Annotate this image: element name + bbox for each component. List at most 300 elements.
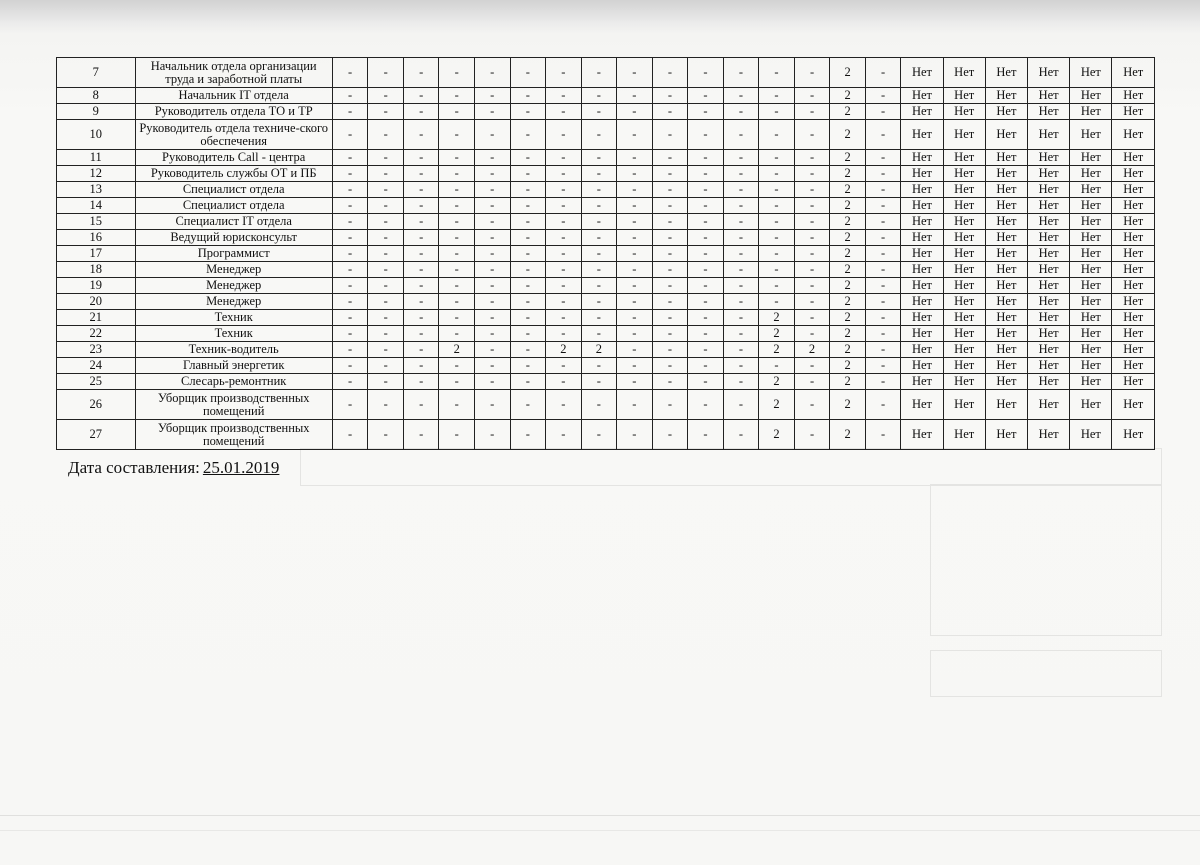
factor-cell: - [546, 88, 582, 104]
factor-cell: - [368, 310, 404, 326]
result-cell: Нет [985, 310, 1027, 326]
factor-cell: - [332, 358, 368, 374]
factor-cell: - [368, 120, 404, 150]
factor-cell: - [617, 104, 653, 120]
factor-cell: - [368, 374, 404, 390]
result-cell: Нет [901, 104, 943, 120]
result-cell: Нет [1070, 104, 1112, 120]
factor-cell: - [688, 326, 724, 342]
factor-cell: - [581, 390, 617, 420]
result-cell: Нет [1070, 214, 1112, 230]
result-cell: Нет [985, 246, 1027, 262]
result-cell: Нет [1112, 278, 1155, 294]
factor-cell: - [510, 120, 546, 150]
result-cell: Нет [901, 326, 943, 342]
position-name: Программист [135, 246, 332, 262]
factor-cell: - [403, 166, 439, 182]
result-cell: Нет [1028, 278, 1070, 294]
result-cell: Нет [1028, 374, 1070, 390]
result-cell: Нет [901, 166, 943, 182]
compiled-date-line [68, 458, 279, 478]
factor-cell: - [617, 182, 653, 198]
factor-cell: - [617, 150, 653, 166]
factor-cell: - [759, 166, 795, 182]
table-row [57, 198, 1155, 214]
factor-cell: - [439, 420, 475, 450]
factor-cell: - [439, 198, 475, 214]
factor-cell: - [403, 342, 439, 358]
result-cell: Нет [943, 374, 985, 390]
factor-cell: - [688, 420, 724, 450]
factor-cell: - [794, 150, 830, 166]
factor-cell: - [475, 104, 511, 120]
factor-cell: - [332, 88, 368, 104]
result-cell: Нет [1112, 150, 1155, 166]
factor-cell: - [332, 230, 368, 246]
factor-cell: - [332, 374, 368, 390]
result-cell: Нет [985, 88, 1027, 104]
row-number: 27 [57, 420, 136, 450]
table-row [57, 166, 1155, 182]
factor-cell: - [403, 182, 439, 198]
factor-cell: - [475, 374, 511, 390]
factor-cell: - [368, 214, 404, 230]
result-cell: Нет [1112, 326, 1155, 342]
factor-cell: - [794, 358, 830, 374]
factor-cell: - [403, 390, 439, 420]
factor-cell: 2 [830, 88, 866, 104]
factor-cell: - [510, 182, 546, 198]
factor-cell: - [332, 166, 368, 182]
factor-cell: - [723, 374, 759, 390]
factor-cell: - [865, 88, 901, 104]
factor-cell: - [510, 262, 546, 278]
compiled-date-value: 25.01.2019 [202, 458, 280, 477]
factor-cell: - [332, 58, 368, 88]
factor-cell: - [581, 310, 617, 326]
result-cell: Нет [1070, 342, 1112, 358]
factor-cell: 2 [830, 310, 866, 326]
factor-cell: - [546, 420, 582, 450]
factor-cell: - [723, 278, 759, 294]
factor-cell: - [403, 262, 439, 278]
result-cell: Нет [943, 326, 985, 342]
result-cell: Нет [943, 246, 985, 262]
factor-cell: - [403, 310, 439, 326]
result-cell: Нет [901, 262, 943, 278]
result-cell: Нет [1070, 166, 1112, 182]
result-cell: Нет [1070, 230, 1112, 246]
factor-cell: - [865, 198, 901, 214]
factor-cell: 2 [830, 374, 866, 390]
factor-cell: - [510, 104, 546, 120]
factor-cell: - [794, 262, 830, 278]
factor-cell: - [403, 58, 439, 88]
factor-cell: - [475, 326, 511, 342]
result-cell: Нет [1112, 214, 1155, 230]
row-number: 8 [57, 88, 136, 104]
factor-cell: 2 [830, 262, 866, 278]
result-cell: Нет [1070, 310, 1112, 326]
row-number: 13 [57, 182, 136, 198]
factor-cell: - [332, 310, 368, 326]
result-cell: Нет [943, 58, 985, 88]
factor-cell: 2 [830, 230, 866, 246]
factor-cell: - [546, 374, 582, 390]
result-cell: Нет [1070, 326, 1112, 342]
factor-cell: 2 [830, 214, 866, 230]
factor-cell: 2 [830, 278, 866, 294]
position-name: Техник [135, 326, 332, 342]
factor-cell: - [510, 214, 546, 230]
position-name: Техник [135, 310, 332, 326]
result-cell: Нет [943, 310, 985, 326]
factor-cell: 2 [759, 374, 795, 390]
row-number: 25 [57, 374, 136, 390]
result-cell: Нет [901, 310, 943, 326]
result-cell: Нет [985, 104, 1027, 120]
factor-cell: - [652, 262, 688, 278]
factor-cell: - [652, 230, 688, 246]
factor-cell: - [439, 182, 475, 198]
factor-cell: - [475, 262, 511, 278]
result-cell: Нет [943, 104, 985, 120]
result-cell: Нет [1112, 230, 1155, 246]
factor-cell: - [723, 262, 759, 278]
factor-cell: - [581, 246, 617, 262]
factor-cell: - [723, 358, 759, 374]
factor-cell: - [865, 214, 901, 230]
factor-cell: - [368, 262, 404, 278]
factor-cell: - [581, 374, 617, 390]
factor-cell: - [581, 58, 617, 88]
factor-cell: - [617, 358, 653, 374]
factor-cell: 2 [794, 342, 830, 358]
result-cell: Нет [943, 278, 985, 294]
factor-cell: - [475, 120, 511, 150]
result-cell: Нет [1112, 58, 1155, 88]
factor-cell: - [439, 230, 475, 246]
factor-cell: - [581, 262, 617, 278]
result-cell: Нет [1028, 246, 1070, 262]
factor-cell: 2 [759, 342, 795, 358]
factor-cell: 2 [830, 198, 866, 214]
result-cell: Нет [985, 278, 1027, 294]
factor-cell: - [510, 358, 546, 374]
factor-cell: - [759, 88, 795, 104]
factor-cell: - [546, 358, 582, 374]
factor-cell: - [723, 342, 759, 358]
position-name: Специалист отдела [135, 182, 332, 198]
row-number: 16 [57, 230, 136, 246]
factor-cell: - [688, 246, 724, 262]
factor-cell: - [723, 326, 759, 342]
factor-cell: - [865, 374, 901, 390]
result-cell: Нет [1070, 150, 1112, 166]
row-number: 23 [57, 342, 136, 358]
factor-cell: - [652, 58, 688, 88]
factor-cell: - [794, 198, 830, 214]
table-row [57, 262, 1155, 278]
result-cell: Нет [1112, 310, 1155, 326]
factor-cell: - [865, 58, 901, 88]
factor-cell: - [723, 230, 759, 246]
result-cell: Нет [901, 120, 943, 150]
factor-cell: - [546, 166, 582, 182]
table-row [57, 120, 1155, 150]
factor-cell: - [510, 278, 546, 294]
result-cell: Нет [1028, 214, 1070, 230]
result-cell: Нет [1070, 262, 1112, 278]
factor-cell: - [865, 358, 901, 374]
factor-cell: - [368, 390, 404, 420]
factor-cell: 2 [830, 294, 866, 310]
factor-cell: - [723, 294, 759, 310]
factor-cell: - [759, 58, 795, 88]
result-cell: Нет [943, 390, 985, 420]
factor-cell: - [439, 294, 475, 310]
position-name: Менеджер [135, 294, 332, 310]
factor-cell: - [688, 230, 724, 246]
row-number: 12 [57, 166, 136, 182]
factor-cell: - [510, 342, 546, 358]
factor-cell: - [546, 262, 582, 278]
result-cell: Нет [901, 246, 943, 262]
factor-cell: - [546, 120, 582, 150]
result-cell: Нет [1070, 420, 1112, 450]
factor-cell: - [865, 262, 901, 278]
table-row [57, 58, 1155, 88]
position-name: Начальник IT отдела [135, 88, 332, 104]
factor-cell: - [403, 420, 439, 450]
result-cell: Нет [985, 198, 1027, 214]
factor-cell: - [759, 150, 795, 166]
factor-cell: - [652, 374, 688, 390]
factor-cell: - [794, 182, 830, 198]
factor-cell: - [865, 104, 901, 120]
table-row [57, 310, 1155, 326]
factor-cell: - [332, 262, 368, 278]
factor-cell: - [865, 182, 901, 198]
row-number: 10 [57, 120, 136, 150]
factor-cell: - [439, 120, 475, 150]
factor-cell: - [617, 374, 653, 390]
result-cell: Нет [1112, 262, 1155, 278]
factor-cell: - [865, 120, 901, 150]
result-cell: Нет [1028, 262, 1070, 278]
result-cell: Нет [943, 358, 985, 374]
factor-cell: - [439, 278, 475, 294]
result-cell: Нет [1028, 310, 1070, 326]
factor-cell: - [475, 58, 511, 88]
factor-cell: - [439, 58, 475, 88]
factor-cell: - [652, 150, 688, 166]
factor-cell: - [688, 104, 724, 120]
row-number: 21 [57, 310, 136, 326]
row-number: 26 [57, 390, 136, 420]
factor-cell: - [403, 326, 439, 342]
factor-cell: - [581, 88, 617, 104]
factor-cell: - [723, 390, 759, 420]
factor-cell: - [865, 294, 901, 310]
factor-cell: - [368, 182, 404, 198]
factor-cell: - [794, 166, 830, 182]
result-cell: Нет [943, 262, 985, 278]
factor-cell: - [475, 150, 511, 166]
factor-cell: - [546, 246, 582, 262]
factor-cell: - [794, 374, 830, 390]
result-cell: Нет [1112, 166, 1155, 182]
factor-cell: - [439, 246, 475, 262]
factor-cell: - [688, 358, 724, 374]
schedule-table [56, 57, 1155, 450]
result-cell: Нет [943, 294, 985, 310]
result-cell: Нет [985, 294, 1027, 310]
row-number: 15 [57, 214, 136, 230]
bleed-through [930, 484, 1162, 636]
result-cell: Нет [985, 58, 1027, 88]
factor-cell: - [617, 326, 653, 342]
factor-cell: - [652, 198, 688, 214]
factor-cell: - [510, 150, 546, 166]
result-cell: Нет [985, 262, 1027, 278]
row-number: 22 [57, 326, 136, 342]
factor-cell: - [332, 150, 368, 166]
factor-cell: 2 [439, 342, 475, 358]
factor-cell: - [688, 88, 724, 104]
factor-cell: - [546, 310, 582, 326]
result-cell: Нет [1112, 182, 1155, 198]
factor-cell: 2 [830, 58, 866, 88]
result-cell: Нет [1028, 166, 1070, 182]
factor-cell: - [332, 120, 368, 150]
factor-cell: 2 [830, 182, 866, 198]
factor-cell: - [581, 294, 617, 310]
result-cell: Нет [985, 420, 1027, 450]
factor-cell: - [546, 198, 582, 214]
factor-cell: - [510, 246, 546, 262]
factor-cell: - [368, 198, 404, 214]
factor-cell: - [794, 390, 830, 420]
factor-cell: - [332, 104, 368, 120]
factor-cell: - [688, 278, 724, 294]
factor-cell: - [794, 58, 830, 88]
factor-cell: 2 [830, 150, 866, 166]
row-number: 20 [57, 294, 136, 310]
row-number: 14 [57, 198, 136, 214]
factor-cell: - [688, 342, 724, 358]
factor-cell: - [759, 246, 795, 262]
result-cell: Нет [901, 294, 943, 310]
table-row [57, 150, 1155, 166]
factor-cell: - [368, 246, 404, 262]
factor-cell: - [510, 166, 546, 182]
factor-cell: - [759, 278, 795, 294]
position-name: Слесарь-ремонтник [135, 374, 332, 390]
factor-cell: - [617, 120, 653, 150]
scan-shadow [0, 0, 1200, 34]
factor-cell: - [617, 246, 653, 262]
schedule-table-body [57, 58, 1155, 450]
factor-cell: - [617, 88, 653, 104]
table-row [57, 214, 1155, 230]
factor-cell: - [794, 326, 830, 342]
result-cell: Нет [985, 342, 1027, 358]
factor-cell: - [439, 390, 475, 420]
factor-cell: - [652, 166, 688, 182]
factor-cell: - [688, 294, 724, 310]
factor-cell: - [652, 246, 688, 262]
result-cell: Нет [943, 214, 985, 230]
factor-cell: - [475, 214, 511, 230]
factor-cell: - [475, 294, 511, 310]
position-name: Менеджер [135, 278, 332, 294]
factor-cell: - [475, 342, 511, 358]
factor-cell: - [581, 120, 617, 150]
factor-cell: - [546, 278, 582, 294]
factor-cell: - [581, 278, 617, 294]
factor-cell: - [617, 390, 653, 420]
factor-cell: - [439, 214, 475, 230]
factor-cell: - [403, 246, 439, 262]
table-row [57, 246, 1155, 262]
factor-cell: - [759, 120, 795, 150]
result-cell: Нет [1112, 198, 1155, 214]
factor-cell: - [332, 214, 368, 230]
result-cell: Нет [1028, 326, 1070, 342]
factor-cell: - [439, 150, 475, 166]
factor-cell: - [581, 166, 617, 182]
factor-cell: - [581, 104, 617, 120]
table-row [57, 88, 1155, 104]
position-name: Начальник отдела организации труда и заработной платы [135, 58, 332, 88]
factor-cell: - [439, 326, 475, 342]
factor-cell: - [546, 390, 582, 420]
result-cell: Нет [985, 150, 1027, 166]
position-name: Руководитель Call - центра [135, 150, 332, 166]
factor-cell: - [794, 214, 830, 230]
result-cell: Нет [901, 182, 943, 198]
factor-cell: - [581, 358, 617, 374]
factor-cell: 2 [830, 246, 866, 262]
factor-cell: - [403, 358, 439, 374]
factor-cell: - [332, 326, 368, 342]
result-cell: Нет [943, 342, 985, 358]
result-cell: Нет [901, 214, 943, 230]
factor-cell: - [794, 88, 830, 104]
factor-cell: - [759, 182, 795, 198]
factor-cell: - [723, 166, 759, 182]
result-cell: Нет [1112, 294, 1155, 310]
result-cell: Нет [901, 342, 943, 358]
result-cell: Нет [1070, 246, 1112, 262]
factor-cell: - [510, 390, 546, 420]
result-cell: Нет [985, 374, 1027, 390]
factor-cell: - [688, 390, 724, 420]
factor-cell: 2 [759, 326, 795, 342]
factor-cell: - [332, 182, 368, 198]
result-cell: Нет [1112, 342, 1155, 358]
factor-cell: - [581, 150, 617, 166]
factor-cell: - [475, 230, 511, 246]
factor-cell: - [403, 230, 439, 246]
result-cell: Нет [1028, 342, 1070, 358]
factor-cell: 2 [830, 166, 866, 182]
factor-cell: - [652, 104, 688, 120]
factor-cell: - [617, 214, 653, 230]
factor-cell: - [652, 120, 688, 150]
position-name: Специалист отдела [135, 198, 332, 214]
